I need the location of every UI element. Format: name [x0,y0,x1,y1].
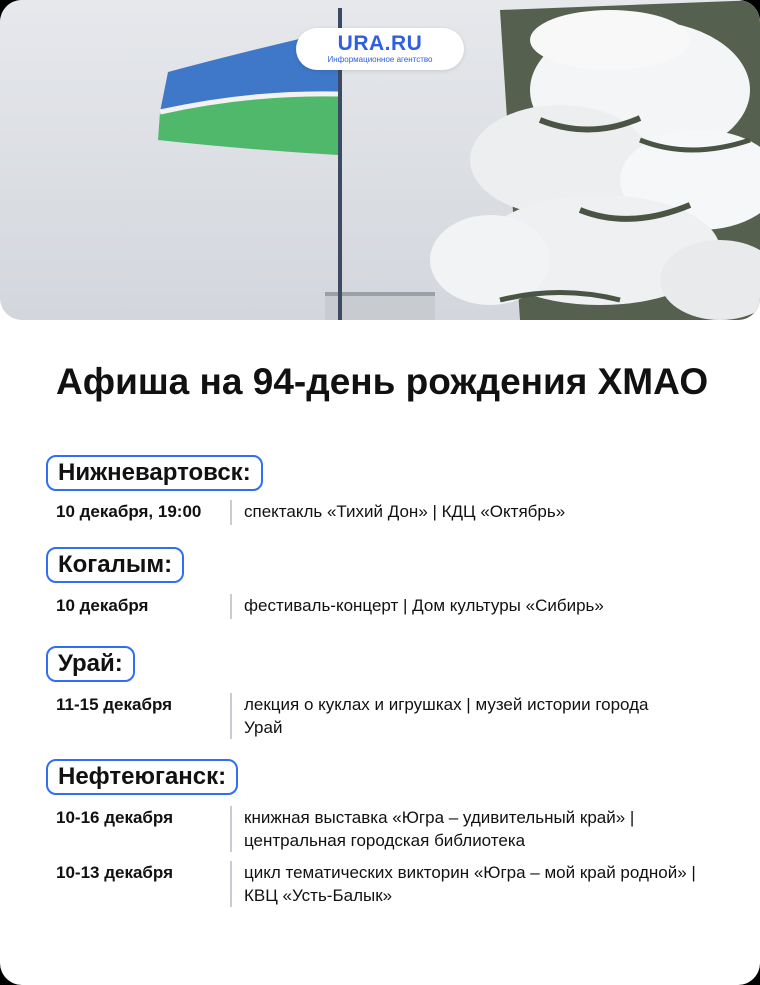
divider [230,861,232,907]
logo-name: URA.RU [337,32,423,55]
city-label-nefteyugansk: Нефтеюганск: [46,759,238,795]
divider [230,806,232,852]
event-row [56,806,726,852]
event-date: 11-15 декабря [56,695,173,714]
event-row [56,693,726,739]
city-label-kogalym: Когалым: [46,547,184,583]
event-description: книжная выставка «Югра – удивительный край» | центральная городская библиотека [244,808,635,850]
event-date: 10-13 декабря [56,863,173,882]
divider [230,594,232,619]
event-description: цикл тематических викторин «Югра – мой край родной» | КВЦ «Усть-Балык» [244,863,696,905]
divider [230,693,232,739]
logo-tagline: Информационное агентство [327,55,433,64]
divider [230,500,232,525]
city-label-uray: Урай: [46,646,135,682]
event-date: 10 декабря, 19:00 [56,502,202,521]
page-title: Афиша на 94-день рождения ХМАО [56,361,709,402]
ura-ru-logo[interactable] [296,28,464,70]
event-description: лекция о куклах и игрушках | музей истории города Урай [244,695,649,737]
city-label-nizhnevartovsk: Нижневартовск: [46,455,263,491]
header-photo [0,0,760,320]
event-description: фестиваль-концерт | Дом культуры «Сибирь» [244,596,604,615]
event-row [56,500,726,525]
event-row [56,861,726,907]
event-row [56,594,726,619]
event-description: спектакль «Тихий Дон» | КДЦ «Октябрь» [244,502,566,521]
event-date: 10 декабря [56,596,149,615]
event-date: 10-16 декабря [56,808,173,827]
